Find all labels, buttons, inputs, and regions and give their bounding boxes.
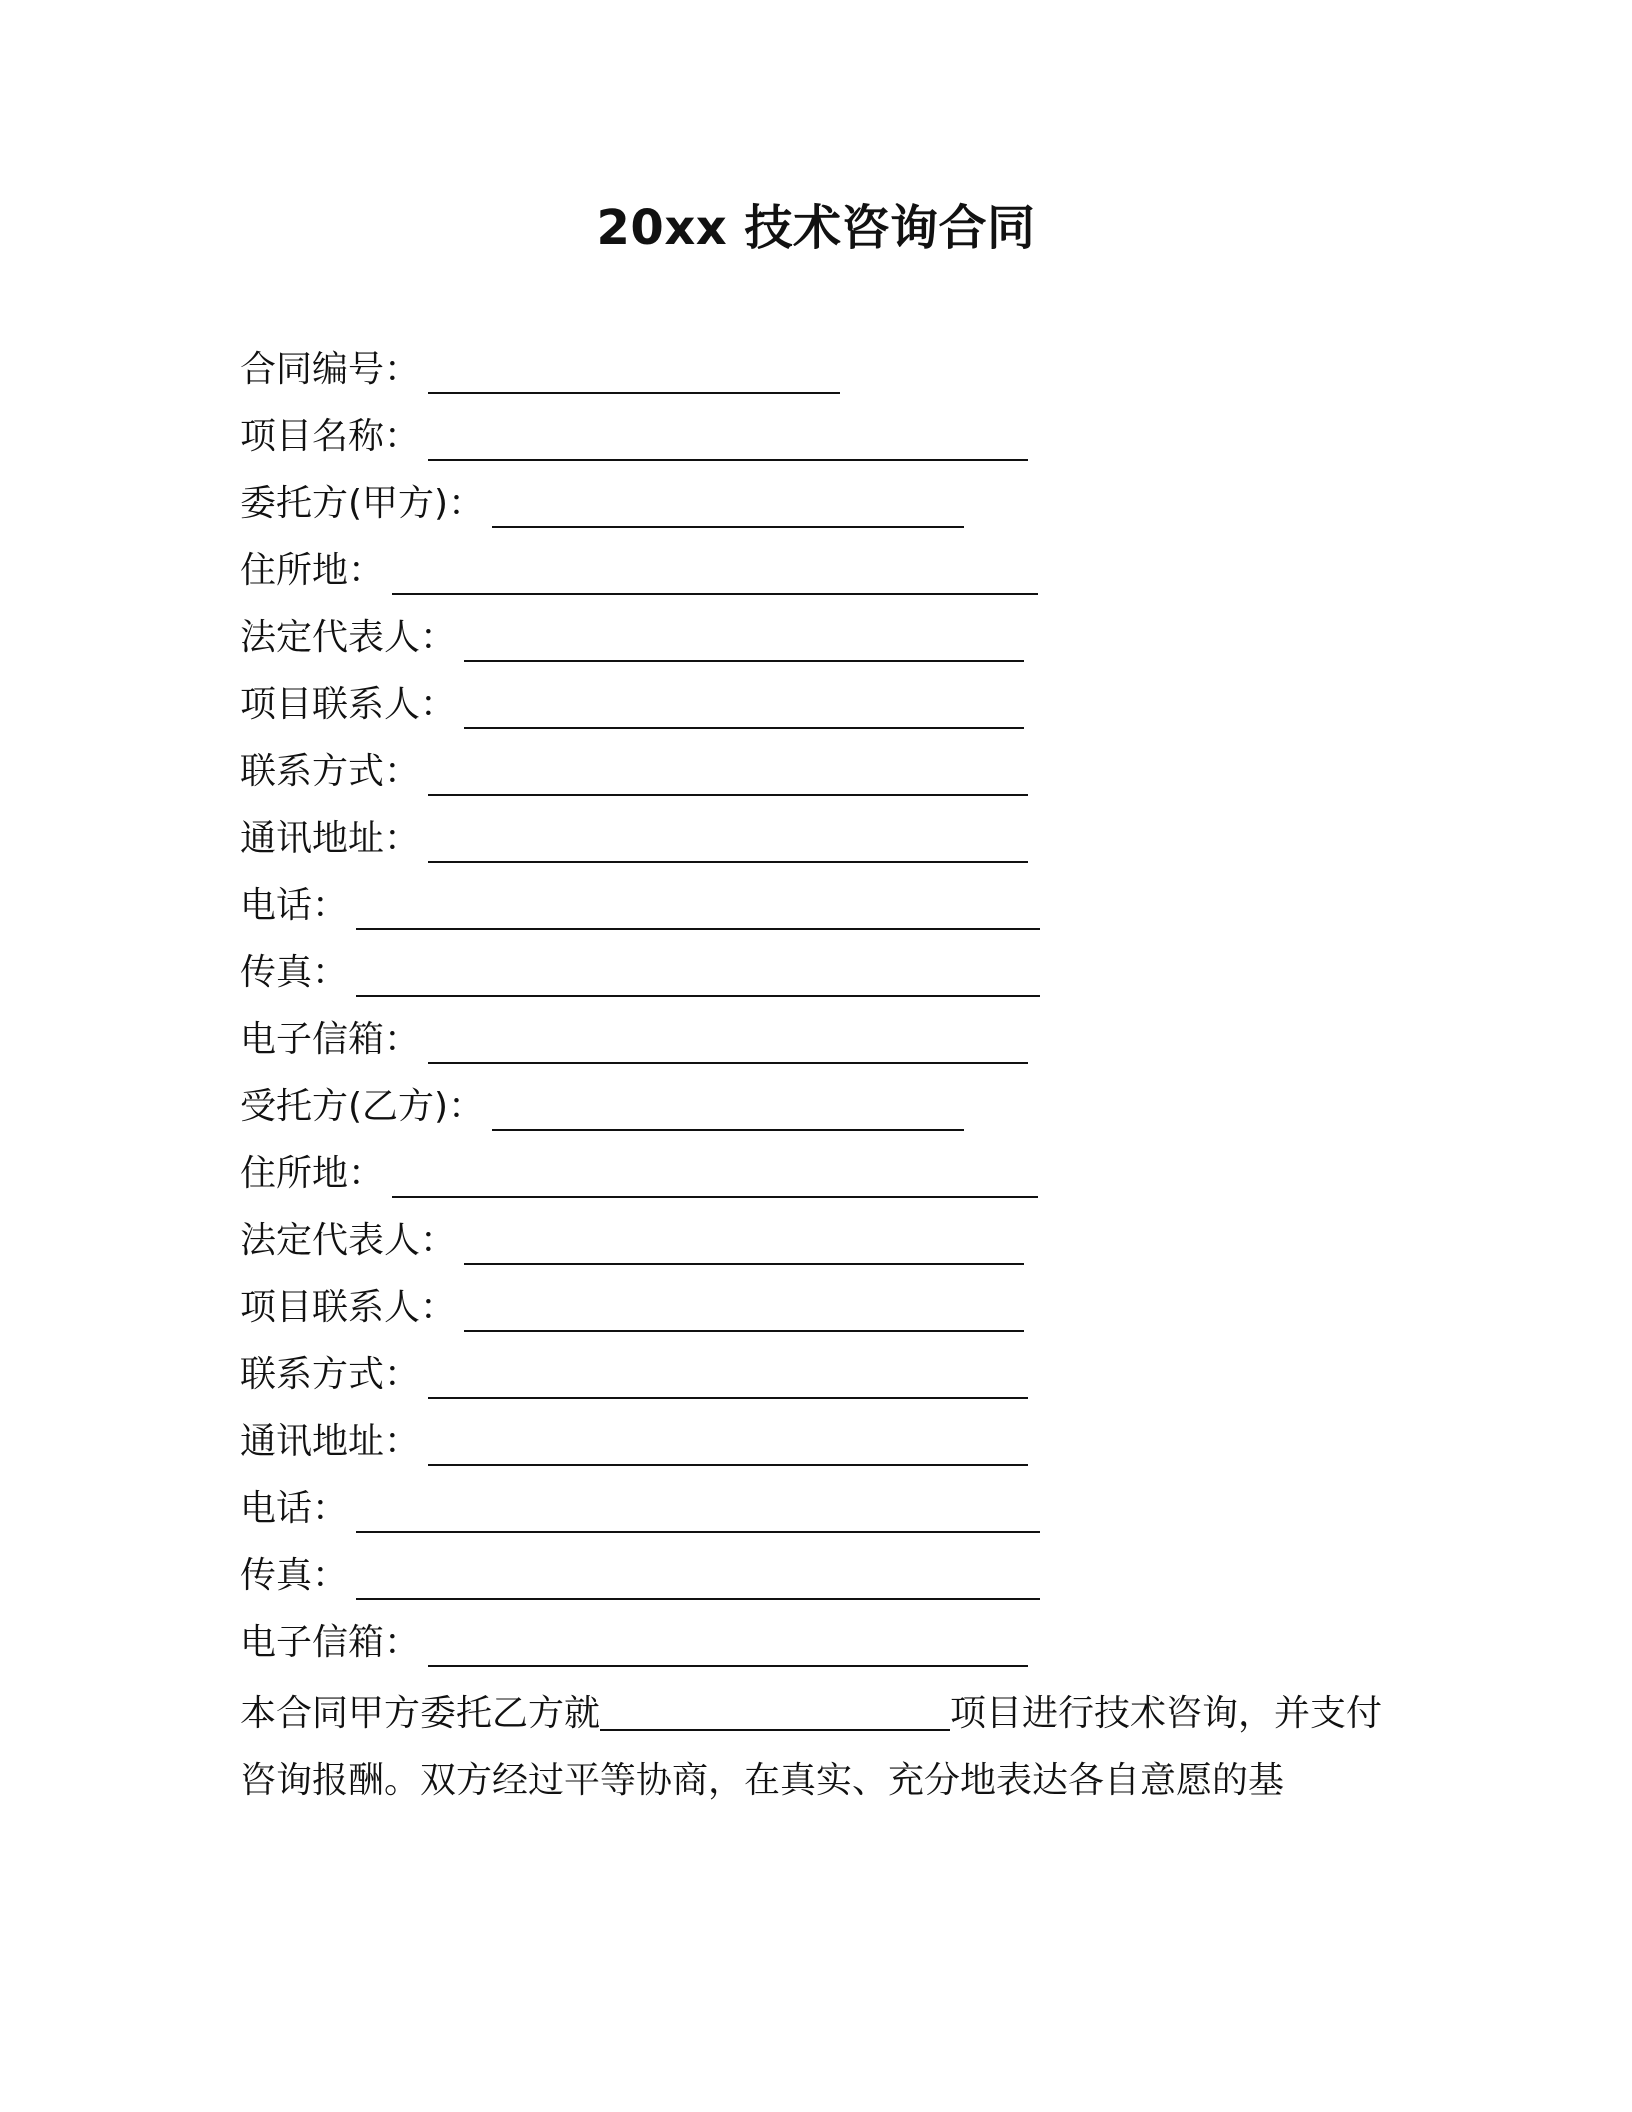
document-title: 20xx 技术咨询合同 xyxy=(596,200,1036,256)
fill-in-blank[interactable] xyxy=(428,1414,1028,1466)
fill-in-blank[interactable] xyxy=(428,744,1028,796)
fill-in-blank[interactable] xyxy=(428,409,1028,461)
fill-in-blank[interactable] xyxy=(392,1146,1038,1198)
field-project-name xyxy=(240,409,1440,476)
fill-in-blank[interactable] xyxy=(464,677,1024,729)
field-party-b-contact-method xyxy=(240,1347,1440,1414)
fill-in-blank[interactable] xyxy=(492,1079,964,1131)
field-party-b-mailing-address xyxy=(240,1414,1440,1481)
field-label: 住所地： xyxy=(240,1153,385,1194)
fill-in-blank[interactable] xyxy=(428,1615,1028,1667)
paragraph-text-before: 本合同甲方委托乙方就 xyxy=(240,1693,601,1734)
field-party-a-fax xyxy=(240,945,1440,1012)
fill-in-blank[interactable] xyxy=(428,342,840,394)
field-party-b-address xyxy=(240,1146,1440,1213)
field-label: 委托方(甲方)： xyxy=(240,483,485,524)
field-party-a-legal-rep xyxy=(240,610,1440,677)
field-party-b xyxy=(240,1079,1440,1146)
field-party-b-email xyxy=(240,1615,1440,1682)
field-label: 传真： xyxy=(240,952,349,993)
field-party-b-phone xyxy=(240,1481,1440,1548)
field-label: 受托方(乙方)： xyxy=(240,1086,485,1127)
fill-in-blank[interactable] xyxy=(464,1280,1024,1332)
fill-in-blank[interactable] xyxy=(356,1548,1040,1600)
field-label: 电子信箱： xyxy=(240,1019,421,1060)
fill-in-blank[interactable] xyxy=(464,1213,1024,1265)
field-party-a-contact-method xyxy=(240,744,1440,811)
field-party-a-phone xyxy=(240,878,1440,945)
field-label: 电话： xyxy=(240,885,349,926)
field-label: 项目名称： xyxy=(240,416,421,457)
project-name-blank[interactable] xyxy=(600,1681,950,1731)
fill-in-blank[interactable] xyxy=(428,1347,1028,1399)
fill-in-blank[interactable] xyxy=(464,610,1024,662)
contract-fields xyxy=(240,342,1440,1682)
field-party-b-legal-rep xyxy=(240,1213,1440,1280)
field-label: 联系方式： xyxy=(240,1354,421,1395)
field-party-b-fax xyxy=(240,1548,1440,1615)
field-party-a-contact xyxy=(240,677,1440,744)
field-party-a-email xyxy=(240,1012,1440,1079)
field-label: 通讯地址： xyxy=(240,818,421,859)
field-label: 项目联系人： xyxy=(240,1287,457,1328)
contract-intro-paragraph xyxy=(240,1680,1390,1814)
fill-in-blank[interactable] xyxy=(392,543,1038,595)
field-label: 电子信箱： xyxy=(240,1622,421,1663)
field-party-a-mailing-address xyxy=(240,811,1440,878)
fill-in-blank[interactable] xyxy=(356,1481,1040,1533)
field-party-a xyxy=(240,476,1440,543)
field-label: 法定代表人： xyxy=(240,617,457,658)
field-contract-number xyxy=(240,342,1440,409)
fill-in-blank[interactable] xyxy=(356,878,1040,930)
fill-in-blank[interactable] xyxy=(356,945,1040,997)
fill-in-blank[interactable] xyxy=(428,811,1028,863)
field-label: 通讯地址： xyxy=(240,1421,421,1462)
field-label: 合同编号： xyxy=(240,349,421,390)
field-label: 联系方式： xyxy=(240,751,421,792)
fill-in-blank[interactable] xyxy=(492,476,964,528)
paragraph-text-after: 项目进行技术咨询，并支付咨询报酬。双方经过平等协商，在真实、充分地表达各自意愿的基 xyxy=(240,1693,1383,1801)
field-label: 住所地： xyxy=(240,550,385,591)
field-label: 法定代表人： xyxy=(240,1220,457,1261)
field-party-a-address xyxy=(240,543,1440,610)
fill-in-blank[interactable] xyxy=(428,1012,1028,1064)
field-label: 项目联系人： xyxy=(240,684,457,725)
field-label: 传真： xyxy=(240,1555,349,1596)
field-label: 电话： xyxy=(240,1488,349,1529)
field-party-b-contact xyxy=(240,1280,1440,1347)
